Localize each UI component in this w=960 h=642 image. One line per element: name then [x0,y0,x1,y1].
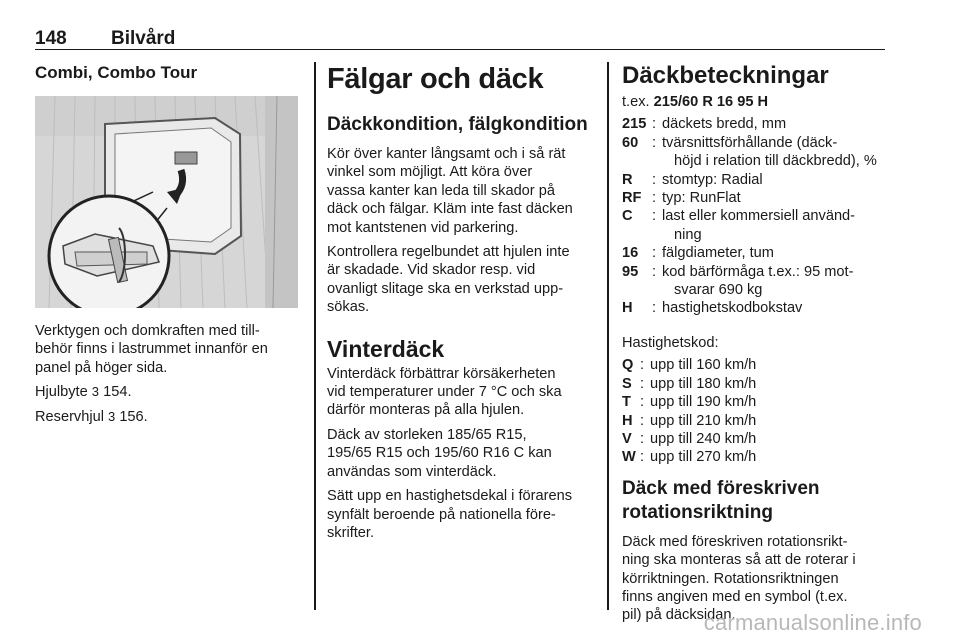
section-heading: Fälgar och däck [327,63,544,95]
table-row: RF : typ: RunFlat [622,190,741,207]
table-row: H : hastighetskodbokstav [622,300,803,317]
column-left [35,62,300,622]
page-number: 148 [35,28,67,49]
table-row: C : last eller kommersiell använd- ning [622,208,856,243]
table-row: 60 : tvärsnittsförhållande (däck- höjd i relation till däckbredd), % [622,134,877,170]
reference-arrow-icon: 3 [108,408,116,424]
paragraph: Vinterdäck förbättrar körsäkerheten vid temperaturer under 7 °C och ska därför monteras på alla hjulen. [327,365,562,419]
column-right [622,62,887,625]
table-row: 16 : fälgdiameter, tum [622,245,774,262]
link-hjulbyte[interactable]: Hjulbyte 3 154. [35,384,132,401]
jack-and-tools-illustration [35,96,298,308]
column-divider [607,62,609,610]
table-row: 215 : däckets bredd, mm [622,116,787,133]
table-row: T : upp till 190 km/h [622,394,757,411]
paragraph: Däck med föreskriven rotationsrikt- ning ska monteras så att de roterar i körriktningen. Rotationsriktningen finns angiven med en symbol (t.ex. pil) på däcksidan. [622,533,856,624]
caption-line: behör finns i lastrummet innanför en [35,341,268,358]
paragraph: Sätt upp en hastighetsdekal i förarens synfält beroende på nationella före- skrifter. [327,488,573,541]
paragraph: Kontrollera regelbundet att hjulen inte är skadade. Vid skador resp. vid ovanligt slitage ska en verkstad upp- sökas. [327,244,570,316]
caption-line: panel på höger sida. [35,359,168,376]
subheading: Däckkondition, fälgkondition [327,114,588,135]
paragraph: Däck av storleken 185/65 R15, 195/65 R15 och 195/60 R16 C kan användas som vinterdäck. [327,426,552,480]
jack-and-tools-icon [35,96,298,308]
table-row: V : upp till 240 km/h [622,430,757,447]
paragraph: Kör över kanter långsamt och i så rät vinkel som möjligt. Att köra över vassa kanter kan leda till skador på däck och fälgar. Kläm inte fast däcken mot kantstenen vid parkering. [327,146,573,236]
subheading: Däck med föreskriven rotationsriktning [622,477,820,523]
table-row: 95 : kod bärförmåga t.ex.: 95 mot- svarar 690 kg [622,263,854,299]
table-row: R : stomtyp: Radial [622,171,763,188]
table-row: Q : upp till 160 km/h [622,357,757,374]
watermark: carmanualsonline.info [703,610,922,635]
column-middle [327,62,592,542]
example-line: t.ex. 215/60 R 16 95 H [622,94,769,110]
link-reservhjul[interactable]: Reservhjul 3 156. [35,408,148,425]
caption-line: Verktygen och domkraften med till- [35,323,260,339]
table-row: W : upp till 270 km/h [622,449,757,466]
speed-code-label: Hastighetskod: [622,334,719,351]
reference-arrow-icon: 3 [91,384,100,400]
page-header [35,26,885,50]
column-divider [314,62,316,610]
speed-code-table [622,356,887,466]
tire-code-table [622,115,887,317]
section-heading: Däckbeteckningar [622,62,829,89]
table-row: H : upp till 210 km/h [622,412,757,429]
subheading: Vinterdäck [327,335,445,362]
combi-heading: Combi, Combo Tour [35,63,198,82]
section-title: Bilvård [111,28,176,49]
table-row: S : upp till 180 km/h [622,375,757,392]
